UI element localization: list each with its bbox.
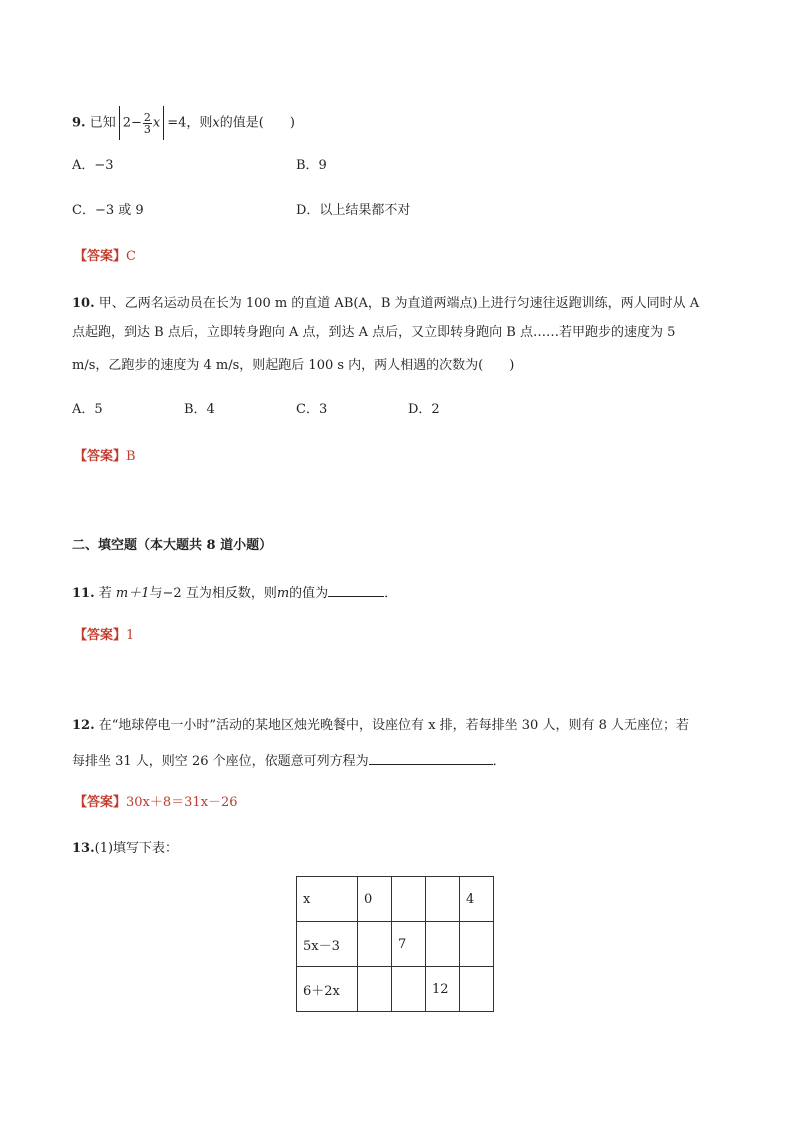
table-row (297, 967, 494, 1012)
q13-text: (1)填写下表： (94, 841, 179, 856)
section-heading: 二、填空题（本大题共 8 道小题） (72, 538, 273, 553)
q9-var: x (212, 115, 220, 131)
q12-answer (74, 793, 238, 813)
abs-bar-right (163, 106, 164, 140)
table-cell: 7 (392, 922, 426, 967)
q11-mid: 与−2 互为相反数，则 (149, 586, 277, 601)
table-cell[interactable] (426, 877, 460, 922)
q9-frac-den: 3 (143, 122, 151, 136)
abs-bar-left (119, 106, 120, 140)
table-cell[interactable] (358, 922, 392, 967)
table-cell[interactable] (426, 922, 460, 967)
q9-frac-num: 2 (143, 110, 151, 124)
answer-value: C (126, 249, 136, 264)
table-cell[interactable] (460, 922, 494, 967)
q10-answer (74, 447, 136, 467)
table-cell: x (297, 877, 358, 922)
q10-option-d[interactable]: D．2 (408, 402, 440, 417)
answer-tag: 【答案】 (74, 249, 127, 264)
table-cell[interactable] (358, 967, 392, 1012)
q12-answer-blank[interactable] (369, 750, 493, 765)
table-cell: 12 (426, 967, 460, 1012)
answer-value: B (126, 449, 136, 464)
q10-text-1: 甲、乙两名运动员在长为 100 m 的直道 AB(A，B 为直道两端点)上进行匀速往返跑训练，两人同时从 A (98, 296, 700, 311)
q12-text-1: 在“地球停电一小时”活动的某地区烛光晚餐中，设座位有 x 排，若每排坐 30 人，则有 8 人无座位；若 (98, 718, 689, 733)
table-row (297, 877, 494, 922)
q12-number: 12. (72, 718, 95, 733)
table-cell: 5x－3 (297, 922, 358, 967)
q11-pre: 若 (98, 586, 112, 601)
q13-number: 13. (72, 841, 95, 856)
answer-tag: 【答案】 (74, 795, 127, 810)
answer-tag: 【答案】 (74, 449, 127, 464)
q9-number: 9. (72, 115, 86, 131)
q9-fraction (143, 112, 152, 135)
q10-number: 10. (72, 296, 95, 311)
value-table (296, 876, 494, 1012)
q9-option-d[interactable]: D．以上结果都不对 (296, 203, 411, 218)
answer-tag: 【答案】 (74, 628, 127, 643)
table-cell: 4 (460, 877, 494, 922)
answer-value: 30x＋8＝31x－26 (126, 795, 238, 810)
q9-stem (72, 106, 295, 140)
q9-option-b[interactable]: B．9 (296, 158, 327, 173)
q11-answer-blank[interactable] (328, 582, 384, 597)
q9-expr-a: 2− (122, 115, 142, 131)
q9-option-c[interactable]: C．−3 或 9 (72, 203, 144, 218)
q9-pre: 已知 (89, 115, 116, 131)
q9-tail: 的值是( ) (219, 115, 295, 131)
answer-value: 1 (126, 628, 135, 643)
q12-line-1 (72, 716, 689, 736)
q13-stem (72, 839, 178, 859)
q9-answer (74, 247, 136, 267)
q12-line-2 (72, 750, 506, 772)
q11-answer (74, 626, 134, 646)
q11-end: ． (384, 586, 398, 601)
q11-tail: 的值为 (289, 586, 329, 601)
table-cell: 0 (358, 877, 392, 922)
q11-var: m (276, 586, 290, 601)
q10-option-a[interactable]: A．5 (72, 402, 103, 417)
table-cell[interactable] (392, 967, 426, 1012)
q10-line-2: 点起跑，到达 B 点后，立即转身跑向 A 点，到达 A 点后，又立即转身跑向 B 点……若甲跑步的速度为 5 (72, 325, 676, 340)
q9-expr-var: x (152, 115, 161, 131)
table-cell: 6＋2x (297, 967, 358, 1012)
q11-expr: m＋1 (115, 586, 150, 601)
q10-line-3: m/s，乙跑步的速度为 4 m/s，则起跑后 100 s 内，两人相遇的次数为( ) (72, 358, 515, 373)
q10-option-b[interactable]: B．4 (184, 402, 215, 417)
q9-option-a[interactable]: A．−3 (72, 158, 114, 173)
q11-stem (72, 582, 397, 604)
q10-line-1 (72, 294, 699, 314)
q12-text-2: 每排坐 31 人，则空 26 个座位，依题意可列方程为 (72, 754, 369, 769)
table-row (297, 922, 494, 967)
q9-post: =4，则 (167, 115, 213, 131)
q12-end: ． (492, 754, 506, 769)
table-cell[interactable] (460, 967, 494, 1012)
table-cell[interactable] (392, 877, 426, 922)
q10-option-c[interactable]: C．3 (296, 402, 328, 417)
q11-number: 11. (72, 586, 95, 601)
